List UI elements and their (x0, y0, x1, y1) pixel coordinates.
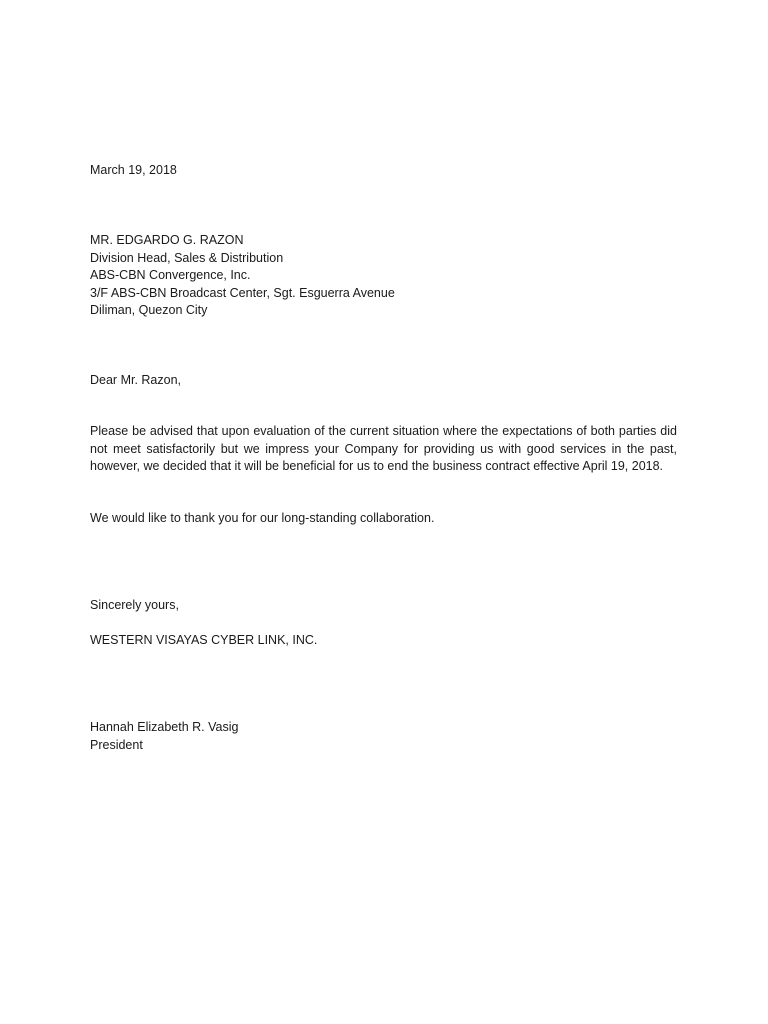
signatory-name: Hannah Elizabeth R. Vasig (90, 720, 239, 734)
body-paragraph-1: Please be advised that upon evaluation of the current situation where the expectations of both parties did not meet satisfactorily but we impress your Company for providing us with good services in the past, however, we decided that it will be beneficial for us to end the business contract effective April 19, 2018. (90, 424, 677, 473)
salutation: Dear Mr. Razon, (90, 373, 182, 387)
closing: Sincerely yours, (90, 598, 179, 612)
signatory-title: President (90, 737, 143, 752)
recipient-address-line2: Diliman, Quezon City (90, 303, 208, 317)
letter-date: March 19, 2018 (90, 163, 177, 177)
body-paragraph-2: We would like to thank you for our long-standing collaboration. (90, 511, 435, 525)
recipient-address-line1: 3/F ABS-CBN Broadcast Center, Sgt. Esguerra Avenue (90, 285, 395, 300)
sender-company: WESTERN VISAYAS CYBER LINK, INC. (90, 633, 318, 647)
recipient-company: ABS-CBN Convergence, Inc. (90, 268, 251, 282)
recipient-name: MR. EDGARDO G. RAZON (90, 233, 244, 247)
recipient-title: Division Head, Sales & Distribution (90, 250, 284, 265)
